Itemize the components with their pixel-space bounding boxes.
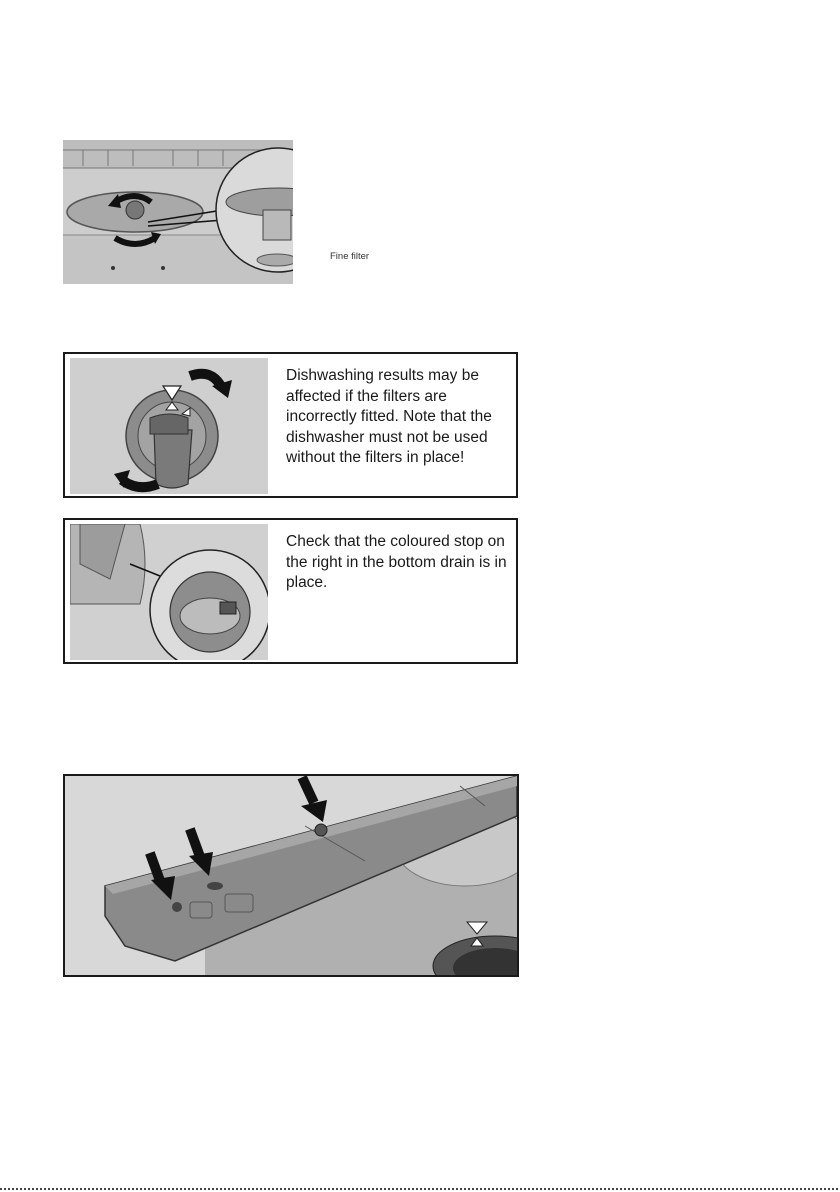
note-text: Check that the coloured stop on the right in the bottom drain is in place.: [286, 533, 507, 591]
filter-warning-note: [63, 352, 518, 498]
note-text: Dishwashing results may be affected if the filters are incorrectly fitted. Note that the dishwasher must not be used without the filters in place!: [286, 367, 492, 466]
coloured-stop-note: [63, 518, 518, 664]
fine-filter-label: Fine filter: [330, 251, 370, 262]
filter-twist-illustration: [70, 358, 268, 494]
page-bottom-rule: [0, 1188, 840, 1190]
drain-stop-illustration: [70, 524, 268, 660]
filter-removal-illustration: [63, 140, 293, 284]
spray-arm-illustration: [63, 774, 519, 977]
